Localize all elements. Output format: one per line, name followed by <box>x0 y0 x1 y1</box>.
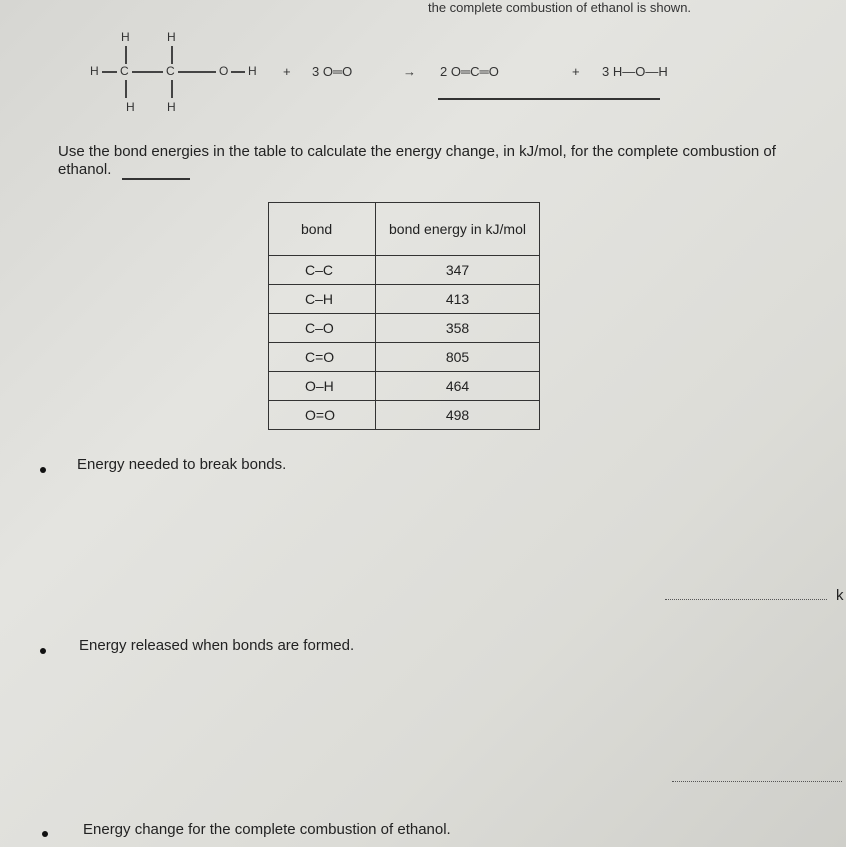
plus-sign: + <box>283 64 291 79</box>
atom-c-1: C <box>120 64 129 78</box>
atom-c-2: C <box>166 64 175 78</box>
plus-sign: + <box>572 64 580 79</box>
energy-cell: 347 <box>376 256 540 285</box>
intro-text: the complete combustion of ethanol is shown. <box>428 0 692 15</box>
table-row <box>269 343 540 372</box>
bond-line <box>132 71 163 73</box>
atom-h-top-1: H <box>121 30 130 44</box>
answer-line-break-bonds[interactable] <box>665 599 827 600</box>
question-text: Use the bond energies in the table to calculate the energy change, in kJ/mol, for the complete combustion of ethanol. <box>58 143 776 178</box>
pen-underline <box>438 98 660 100</box>
atom-h-bottom-1: H <box>126 100 135 114</box>
energy-cell: 498 <box>376 401 540 430</box>
answer-line-form-bonds[interactable] <box>672 781 842 782</box>
header-bond: bond <box>269 203 376 256</box>
pen-underline <box>122 178 190 180</box>
bond-line <box>125 80 127 98</box>
atom-o: O <box>219 64 229 78</box>
table-row <box>269 256 540 285</box>
bullet-dot <box>42 831 48 837</box>
bond-line <box>178 71 216 73</box>
bond-line <box>125 46 127 64</box>
bullet-energy-change: Energy change for the complete combustion of ethanol. <box>83 821 451 838</box>
water-formula: 3 H—O—H <box>602 64 668 79</box>
oxygen-formula: 3 O═O <box>312 64 353 79</box>
header-bond-energy: bond energy in kJ/mol <box>376 203 540 256</box>
bond-line <box>171 80 173 98</box>
bond-energy-table <box>268 202 540 430</box>
energy-cell: 358 <box>376 314 540 343</box>
carbon-dioxide-formula: 2 O═C═O <box>440 64 499 79</box>
atom-h-top-2: H <box>167 30 176 44</box>
bullet-dot <box>40 467 46 473</box>
bond-cell: C–H <box>269 285 376 314</box>
bullet-form-bonds: Energy released when bonds are formed. <box>79 637 355 654</box>
bond-line <box>171 46 173 64</box>
table-row <box>269 314 540 343</box>
bullet-break-bonds: Energy needed to break bonds. <box>77 456 287 473</box>
reaction-arrow: → <box>403 64 416 79</box>
bond-cell: O–H <box>269 372 376 401</box>
table-row <box>269 285 540 314</box>
energy-cell: 805 <box>376 343 540 372</box>
table-header-row <box>269 203 540 256</box>
table-row <box>269 401 540 430</box>
bullet-dot <box>40 648 46 654</box>
atom-h-left: H <box>90 64 99 78</box>
energy-cell: 464 <box>376 372 540 401</box>
unit-label: k <box>836 587 844 604</box>
bond-cell: C=O <box>269 343 376 372</box>
atom-h-right: H <box>248 64 257 78</box>
bond-cell: C–O <box>269 314 376 343</box>
table-row <box>269 372 540 401</box>
atom-h-bottom-2: H <box>167 100 176 114</box>
bond-line <box>102 71 117 73</box>
energy-cell: 413 <box>376 285 540 314</box>
bond-cell: C–C <box>269 256 376 285</box>
bond-line <box>231 71 245 73</box>
bond-cell: O=O <box>269 401 376 430</box>
